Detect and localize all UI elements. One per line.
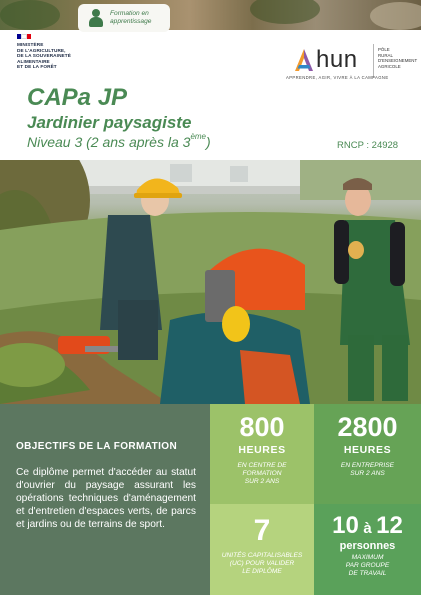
ministry-line-2: DE L'AGRICULTURE, [17,47,66,53]
stat-group-unit: personnes [339,540,396,552]
ministry-line-1: MINISTÈRE [17,42,44,47]
gardeners-illustration [0,160,421,404]
stat-units-line-1: UNITÉS CAPITALISABLES [221,552,303,559]
stat-group-sep: à [363,520,372,537]
ahun-tagline: APPRENDRE, AGIR, VIVRE À LA CAMPAGNE [286,75,389,80]
stat-school-line-2: FORMATION [242,470,282,477]
ahun-logo [286,44,418,88]
gardeners-photo [0,160,421,404]
badge-line-2: apprentissage [110,18,152,25]
ahun-word: hun [316,46,358,73]
ahun-divider [373,44,374,78]
objectives-title: OBJECTIFS DE LA FORMATION [16,441,178,452]
apprenticeship-badge [78,4,170,32]
stat-group-from: 10 [332,512,359,539]
french-flag-icon [17,34,31,39]
page-title: CAPa JP [27,84,128,111]
stat-group-to: 12 [376,512,403,539]
ministry-line-5: ET DE LA FORÊT [17,64,57,70]
stat-units-line-2: (UC) POUR VALIDER [229,560,295,567]
ministry-logo [17,34,87,70]
ahun-side-line-4: AGRICOLE [378,63,401,69]
training-level [27,134,211,150]
stat-group-line-3: DE TRAVAIL [348,570,387,577]
stat-school-line-1: EN CENTRE DE [237,462,287,469]
stat-units-line-3: LE DIPLÔME [242,568,282,575]
ministry-line-3: DE LA SOUVERAINETÉ [17,53,71,59]
stat-school-value: 800 [239,412,285,442]
objectives-text: Ce diplôme permet d'accéder au statut d'ouvrier du paysage assurant les opérations techniques d'aménagement et d'entretien d'espaces verts, de parcs et jardins ou de terrains de sport. [16,467,196,531]
stat-school-unit: HEURES [238,444,286,456]
ministry-line-4: ALIMENTAIRE [17,58,50,64]
stat-group-line-2: PAR GROUPE [345,562,390,569]
level-suffix: ) [206,134,211,150]
rncp-code: RNCP : 24928 [337,140,399,151]
stat-group-line-1: MAXIMUM [351,554,384,561]
top-photo-strip [0,0,421,30]
flag-red [27,34,31,39]
level-sup: ème [190,132,206,142]
stat-company-hours [314,404,421,504]
stat-company-value: 2800 [337,412,398,442]
stat-company-line-2: SUR 2 ANS [350,470,385,477]
ahun-a-mark-icon [294,48,314,72]
stat-units-value: 7 [253,514,271,547]
stat-capitalisable-units [210,504,314,595]
ahun-side-line-3: D'ENSEIGNEMENT [378,58,418,64]
objectives-panel [0,404,210,595]
apprentice-icon [88,9,104,27]
ahun-side-line-2: RURAL [378,52,393,58]
ahun-side-line-1: PÔLE [378,47,390,52]
level-prefix: Niveau 3 (2 ans après la 3 [27,134,191,150]
stat-company-unit: HEURES [343,444,392,456]
stat-school-hours [210,404,314,504]
stat-group-size [314,504,421,595]
stat-school-line-3: SUR 2 ANS [244,478,280,485]
badge-line-1: Formation en [110,10,149,17]
page-subtitle: Jardinier paysagiste [27,113,192,132]
stat-company-line-1: EN ENTREPRISE [340,462,395,469]
stat-group-range [314,514,421,538]
